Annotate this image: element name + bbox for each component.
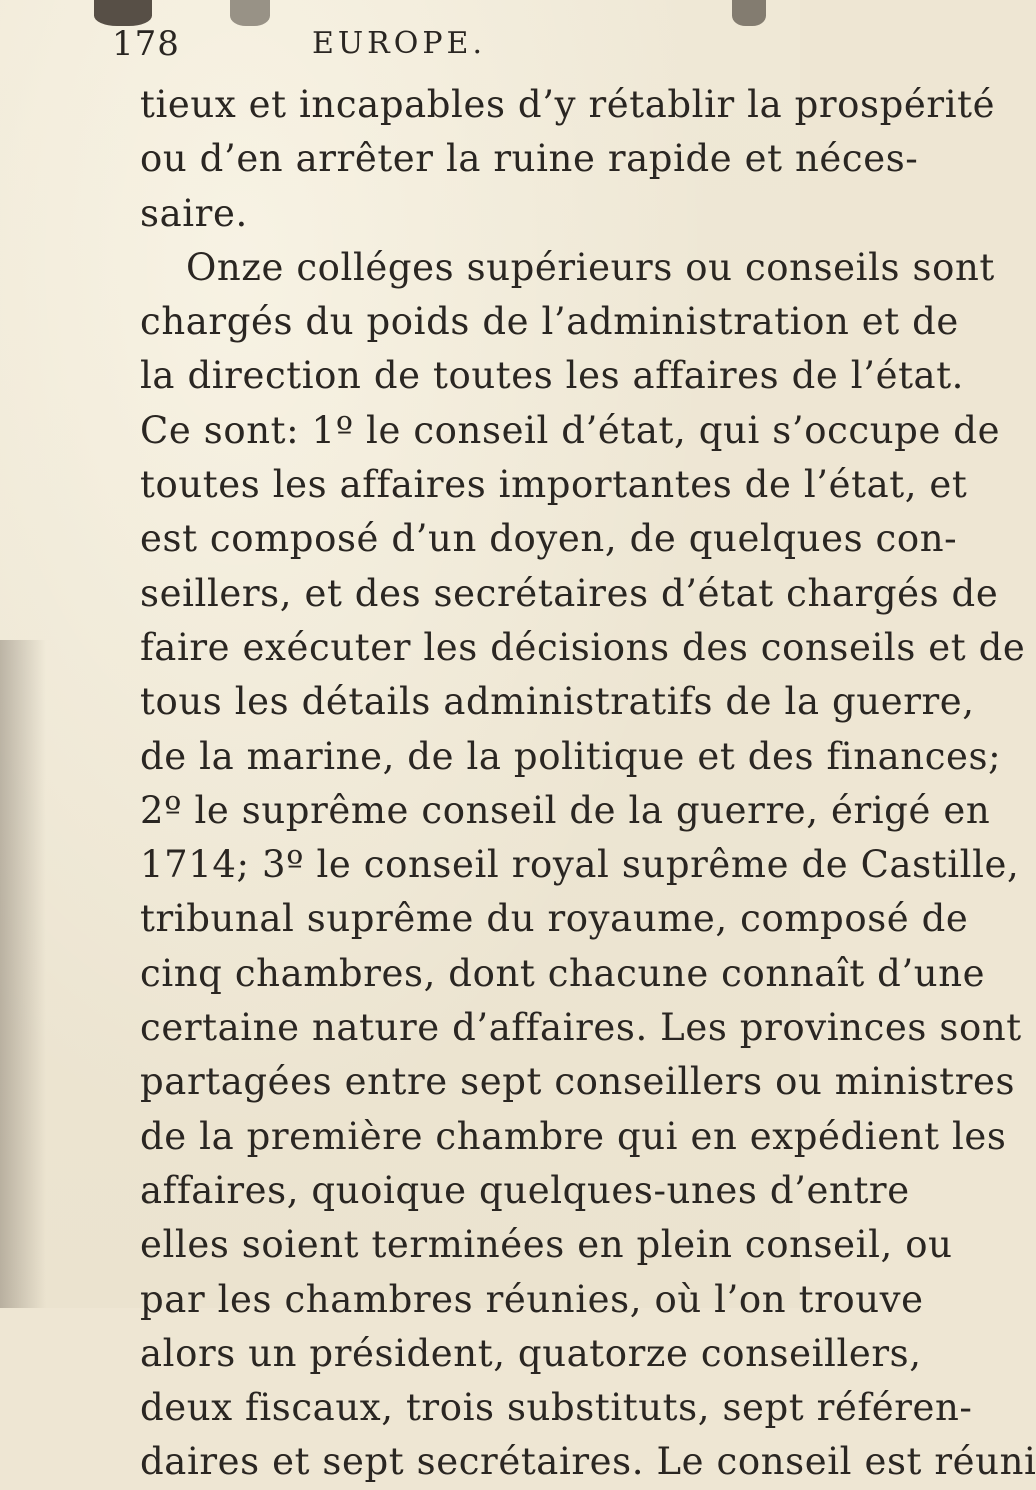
text-line: partagées entre sept conseillers ou ministres	[140, 1060, 1016, 1104]
page-header	[0, 18, 800, 66]
text-line: tribunal suprême du royaume, composé de	[140, 897, 969, 941]
text-line: faire exécuter les décisions des conseils et de	[140, 625, 1026, 669]
body-text	[140, 78, 1036, 1490]
text-line: de la première chambre qui en expédient les	[140, 1114, 1007, 1158]
text-line: 2º le suprême conseil de la guerre, érigé en	[140, 788, 991, 832]
running-head: EUROPE.	[312, 26, 486, 61]
text-line: Ce sont: 1º le conseil d’état, qui s’occupe de	[140, 408, 1001, 452]
text-line: deux fiscaux, trois substituts, sept référen-	[140, 1386, 973, 1430]
text-line: est composé d’un doyen, de quelques con-	[140, 517, 958, 561]
text-line: 1714; 3º le conseil royal suprême de Castille,	[140, 843, 1020, 887]
text-line: certaine nature d’affaires. Les provinces sont	[140, 1006, 1022, 1050]
text-line: ou d’en arrêter la ruine rapide et néces-	[140, 137, 919, 181]
text-line: cinq chambres, dont chacune connaît d’une	[140, 951, 986, 995]
text-line: alors un président, quatorze conseillers,	[140, 1331, 922, 1375]
text-line: chargés du poids de l’administration et de	[140, 300, 959, 344]
text-line: de la marine, de la politique et des finances;	[140, 734, 1002, 778]
page-edge-shadow	[0, 640, 46, 1308]
text-line: Onze colléges supérieurs ou conseils sont	[186, 245, 995, 289]
text-line: toutes les affaires importantes de l’état, et	[140, 463, 968, 507]
text-line: par les chambres réunies, où l’on trouve	[140, 1277, 924, 1321]
text-line: daires et sept secrétaires. Le conseil est réuni	[140, 1440, 1036, 1484]
text-line: tous les détails administratifs de la guerre,	[140, 680, 975, 724]
text-line: la direction de toutes les affaires de l’état.	[140, 354, 965, 398]
page-number: 178	[112, 24, 180, 64]
text-line: tieux et incapables d’y rétablir la prospérité	[140, 83, 996, 126]
text-line: affaires, quoique quelques-unes d’entre	[140, 1168, 910, 1212]
text-line: elles soient terminées en plein conseil, ou	[140, 1223, 953, 1267]
text-line: seillers, et des secrétaires d’état chargés de	[140, 571, 999, 615]
text-line: saire.	[140, 191, 248, 235]
